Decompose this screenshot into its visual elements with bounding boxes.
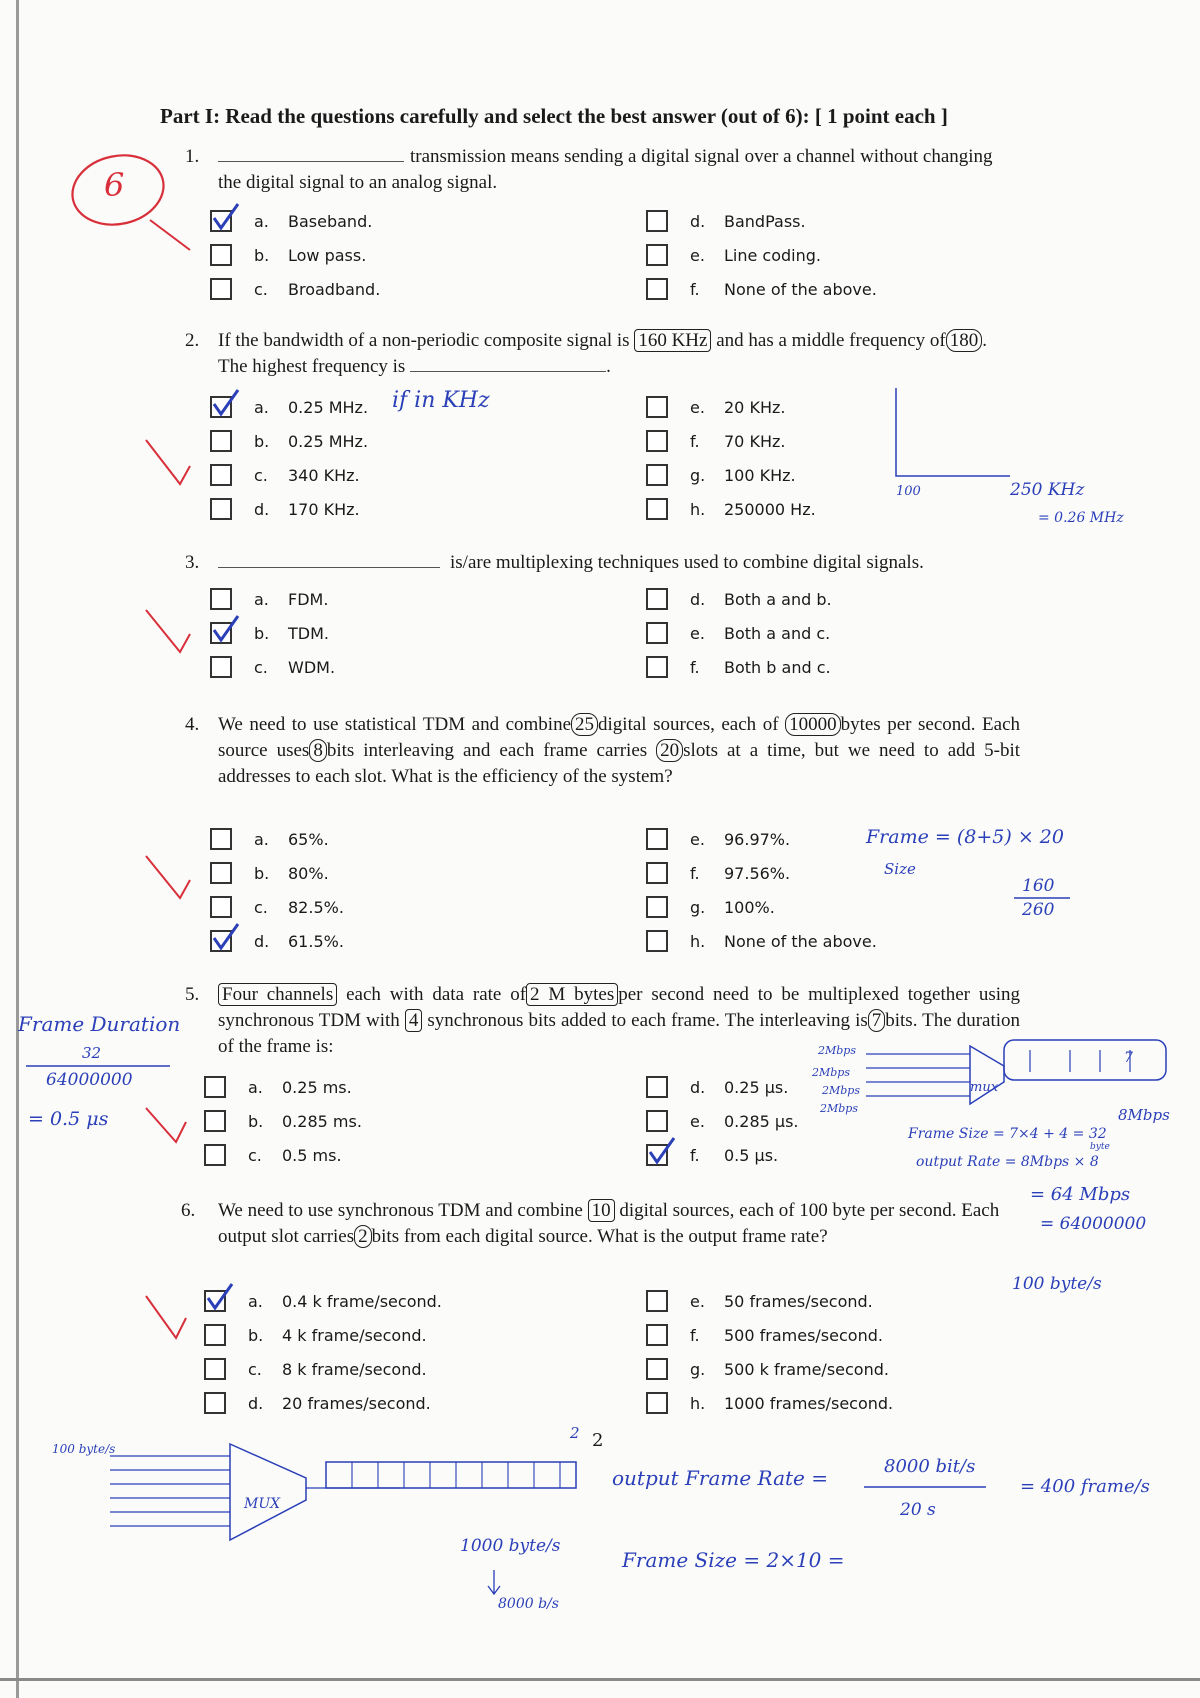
q5-note-rate-1: 2Mbps: [818, 1044, 856, 1057]
option-text: None of the above.: [724, 932, 877, 951]
option-letter: f.: [690, 1146, 700, 1165]
option-letter: f.: [690, 658, 700, 677]
option-text: 4 k frame/second.: [282, 1326, 427, 1345]
option-text: 0.25 MHz.: [288, 432, 369, 451]
option-text: 100 KHz.: [724, 466, 796, 485]
q3-number: 3.: [185, 552, 200, 573]
q2-middle-freq-circled: 180: [946, 329, 983, 352]
q4-text-4: bits interleaving and each frame carries: [326, 740, 648, 761]
option-letter: d.: [690, 590, 706, 609]
q6-note-frame-size: Frame Size = 2×10 =: [622, 1548, 845, 1572]
q5-note-frame-slot: 7: [1124, 1050, 1133, 1066]
option-text: 82.5%.: [288, 898, 344, 917]
option-text: 96.97%.: [724, 830, 791, 849]
q5-note-8mbps: 8Mbps: [1118, 1106, 1170, 1124]
option-letter: b.: [254, 246, 270, 265]
option-letter: e.: [690, 624, 705, 643]
option-letter: d.: [254, 932, 270, 951]
option-letter: d.: [690, 212, 706, 231]
option-text: 8 k frame/second.: [282, 1360, 427, 1379]
option-text: BandPass.: [724, 212, 806, 231]
q6-note-100byte: 100 byte/s: [1012, 1274, 1102, 1294]
q5-frame-slots: [1030, 1050, 1130, 1072]
option-letter: b.: [254, 432, 270, 451]
option-letter: h.: [690, 932, 706, 951]
q2-note-250khz: 250 KHz: [1010, 480, 1085, 500]
q6-mux-shape: [230, 1444, 306, 1540]
q6-note-8000: 8000 b/s: [498, 1596, 559, 1612]
q5-note-frame-size: Frame Size = 7×4 + 4 = 32: [908, 1126, 1107, 1142]
option-text: 0.5 µs.: [724, 1146, 779, 1165]
q6-note-1000: 1000 byte/s: [460, 1536, 561, 1556]
option-letter: f.: [690, 432, 700, 451]
q4-note-frame: Frame = (8+5) × 20: [866, 826, 1064, 848]
option-text: Both b and c.: [724, 658, 831, 677]
q6-down-arrow: [488, 1570, 500, 1594]
option-text: 0.4 k frame/second.: [282, 1292, 442, 1311]
q5-note-numerator: 32: [82, 1044, 102, 1062]
q6-note-mux: MUX: [244, 1496, 281, 1512]
q5-note-rate-3: 2Mbps: [822, 1084, 860, 1097]
q6-note-denominator: 20 s: [900, 1500, 936, 1520]
option-letter: b.: [254, 624, 270, 643]
q5-note-rate-2: 2Mbps: [812, 1066, 850, 1079]
option-letter: c.: [254, 658, 268, 677]
q4-text-2: digital sources, each of: [598, 714, 779, 735]
option-text: None of the above.: [724, 280, 877, 299]
q4-text-1: We need to use statistical TDM and combine: [218, 714, 572, 735]
q5-rate-boxed: 2 M bytes: [526, 983, 618, 1006]
q4-note-size: Size: [884, 860, 916, 878]
option-letter: e.: [690, 398, 705, 417]
q2-note-026mhz: = 0.26 MHz: [1038, 510, 1124, 526]
option-text: FDM.: [288, 590, 329, 609]
q6-text-3: bits from each digital source. What is the output frame rate?: [371, 1226, 828, 1247]
option-letter: a.: [254, 590, 269, 609]
q1-red-mark: [150, 220, 190, 250]
q2-text: If the bandwidth of a non-periodic composite signal is 160 KHz and has a middle frequency of 180 . The highest frequency is .: [218, 330, 987, 377]
option-letter: c.: [254, 898, 268, 917]
q5-frame-box: [1004, 1040, 1166, 1080]
option-text: Broadband.: [288, 280, 381, 299]
q6-note-left-rate: 100 byte/s: [52, 1442, 116, 1456]
option-text: 0.5 ms.: [282, 1146, 342, 1165]
q5-note-mux: mux: [970, 1080, 999, 1095]
option-text: Both a and b.: [724, 590, 832, 609]
q5-text-3: synchronous bits added to each frame. The interleaving is: [427, 1010, 868, 1031]
q2-axis-sketch: [896, 388, 1010, 476]
q6-note-output-label: output Frame Rate =: [612, 1466, 828, 1490]
q2-text-2: and has a middle frequency of: [716, 330, 946, 351]
q6-frame-box: [326, 1462, 576, 1488]
q5-input-lines: [866, 1054, 970, 1096]
option-letter: e.: [690, 1112, 705, 1131]
option-letter: c.: [254, 280, 268, 299]
option-letter: h.: [690, 1394, 706, 1413]
option-text: 0.285 ms.: [282, 1112, 362, 1131]
q6-bits-circled: 2: [354, 1225, 372, 1248]
option-letter: f.: [690, 280, 700, 299]
option-text: 340 KHz.: [288, 466, 360, 485]
q5-note-64000000: = 64000000: [1040, 1214, 1147, 1234]
q4-text-3: bytes per second. Each source uses: [218, 714, 1021, 761]
option-text: 0.25 MHz.: [288, 398, 369, 417]
option-text: 97.56%.: [724, 864, 791, 883]
q2-text-1: If the bandwidth of a non-periodic composite signal is: [218, 330, 630, 351]
option-text: TDM.: [288, 624, 329, 643]
option-letter: c.: [248, 1146, 262, 1165]
q6-number: 6.: [181, 1200, 196, 1221]
option-letter: e.: [690, 830, 705, 849]
q6-note-result: = 400 frame/s: [1020, 1476, 1150, 1497]
q4-text-5: slots at a time, but we need to add 5-bit addresses to each slot. What is the efficiency of the system?: [218, 740, 1021, 787]
q5-interleave-circled: 7: [868, 1009, 886, 1032]
q6-note-top-2b: 2: [592, 1430, 604, 1451]
option-text: 170 KHz.: [288, 500, 360, 519]
option-text: 50 frames/second.: [724, 1292, 873, 1311]
option-text: 100%.: [724, 898, 775, 917]
q2-note-ifkhz: if in KHz: [392, 388, 490, 413]
q5-note-frame-duration: Frame Duration: [18, 1012, 181, 1036]
q5-note-result: = 0.5 μs: [28, 1108, 109, 1130]
option-letter: b.: [248, 1112, 264, 1131]
q5-red-mark: [146, 1108, 186, 1142]
option-letter: b.: [254, 864, 270, 883]
q3-red-mark: [146, 610, 190, 652]
option-text: 0.285 µs.: [724, 1112, 799, 1131]
q4-sources-circled: 25: [571, 713, 598, 736]
option-text: 20 frames/second.: [282, 1394, 431, 1413]
option-text: 20 KHz.: [724, 398, 786, 417]
option-letter: d.: [690, 1078, 706, 1097]
q6-note-top-2a: 2: [570, 1424, 580, 1442]
q6-sources-boxed: 10: [588, 1199, 615, 1222]
q6-red-mark: [146, 1296, 186, 1338]
option-letter: c.: [248, 1360, 262, 1379]
grade-score: 6: [104, 166, 125, 204]
q5-note-byte: byte: [1090, 1142, 1110, 1152]
q5-note-output-rate: output Rate = 8Mbps × 8: [916, 1154, 1099, 1170]
option-letter: g.: [690, 466, 706, 485]
option-letter: a.: [254, 830, 269, 849]
q4-note-numerator: 160: [1022, 876, 1055, 896]
option-text: Both a and c.: [724, 624, 831, 643]
q4-note-denominator: 260: [1022, 900, 1055, 920]
q5-text-1: each with data rate of: [346, 984, 527, 1005]
option-text: 1000 frames/second.: [724, 1394, 894, 1413]
q6-text-1: We need to use synchronous TDM and combine: [218, 1200, 583, 1221]
option-letter: c.: [254, 466, 268, 485]
option-text: 61.5%.: [288, 932, 344, 951]
q4-slots-circled: 20: [656, 739, 683, 762]
option-text: 80%.: [288, 864, 329, 883]
q5-channels-boxed: Four channels: [218, 983, 337, 1006]
option-text: WDM.: [288, 658, 336, 677]
q5-text-2: per second need to be multiplexed together using synchronous TDM with: [218, 984, 1021, 1031]
q5-text-4: bits. The duration of the frame is:: [218, 1010, 1021, 1057]
option-text: 500 frames/second.: [724, 1326, 883, 1345]
q6-text-2: digital sources, each of 100 byte per second. Each output slot carries: [218, 1200, 1000, 1247]
q5-number: 5.: [185, 984, 200, 1005]
option-letter: e.: [690, 1292, 705, 1311]
q5-note-rate-4: 2Mbps: [820, 1102, 858, 1115]
option-text: Low pass.: [288, 246, 367, 265]
q5-note-64mbps: = 64 Mbps: [1030, 1184, 1131, 1205]
q5-mux-shape: [970, 1046, 1004, 1104]
option-letter: e.: [690, 246, 705, 265]
option-letter: g.: [690, 898, 706, 917]
option-text: 0.25 ms.: [282, 1078, 352, 1097]
q2-text-3: . The highest frequency is: [218, 330, 987, 377]
option-text: Baseband.: [288, 212, 373, 231]
q1-text-body: transmission means sending a digital signal over a channel without changing the digital signal to an analog signal.: [218, 146, 993, 193]
option-text: Line coding.: [724, 246, 821, 265]
q2-bandwidth-boxed: 160 KHz: [634, 329, 711, 352]
option-text: 0.25 µs.: [724, 1078, 789, 1097]
q4-bytes-circled: 10000: [785, 713, 841, 736]
option-letter: f.: [690, 1326, 700, 1345]
option-text: 500 k frame/second.: [724, 1360, 889, 1379]
q4-number: 4.: [185, 714, 200, 735]
option-letter: a.: [248, 1292, 263, 1311]
q4-red-mark: [146, 856, 190, 898]
option-text: 70 KHz.: [724, 432, 786, 451]
q6-note-numerator: 8000 bit/s: [884, 1456, 976, 1477]
q6-frame-slots: [352, 1462, 560, 1488]
option-letter: a.: [254, 398, 269, 417]
q6-input-lines: [110, 1456, 230, 1526]
option-letter: f.: [690, 864, 700, 883]
q5-note-denominator: 64000000: [46, 1070, 133, 1090]
q2-number: 2.: [185, 330, 200, 351]
option-letter: a.: [254, 212, 269, 231]
q5-sync-bits-boxed: 4: [405, 1009, 423, 1032]
option-text: 65%.: [288, 830, 329, 849]
option-letter: h.: [690, 500, 706, 519]
option-letter: d.: [248, 1394, 264, 1413]
q3-text-body: is/are multiplexing techniques used to combine digital signals.: [450, 552, 924, 573]
option-letter: g.: [690, 1360, 706, 1379]
q2-red-mark: [146, 440, 190, 484]
option-text: 250000 Hz.: [724, 500, 816, 519]
option-letter: a.: [248, 1078, 263, 1097]
q2-note-100: 100: [896, 484, 921, 499]
part-title: Part I: Read the questions carefully and select the best answer (out of 6): [ 1 point each ]: [160, 104, 948, 128]
option-letter: d.: [254, 500, 270, 519]
q4-bits-circled: 8: [309, 739, 327, 762]
q1-number: 1.: [185, 146, 200, 167]
option-letter: b.: [248, 1326, 264, 1345]
